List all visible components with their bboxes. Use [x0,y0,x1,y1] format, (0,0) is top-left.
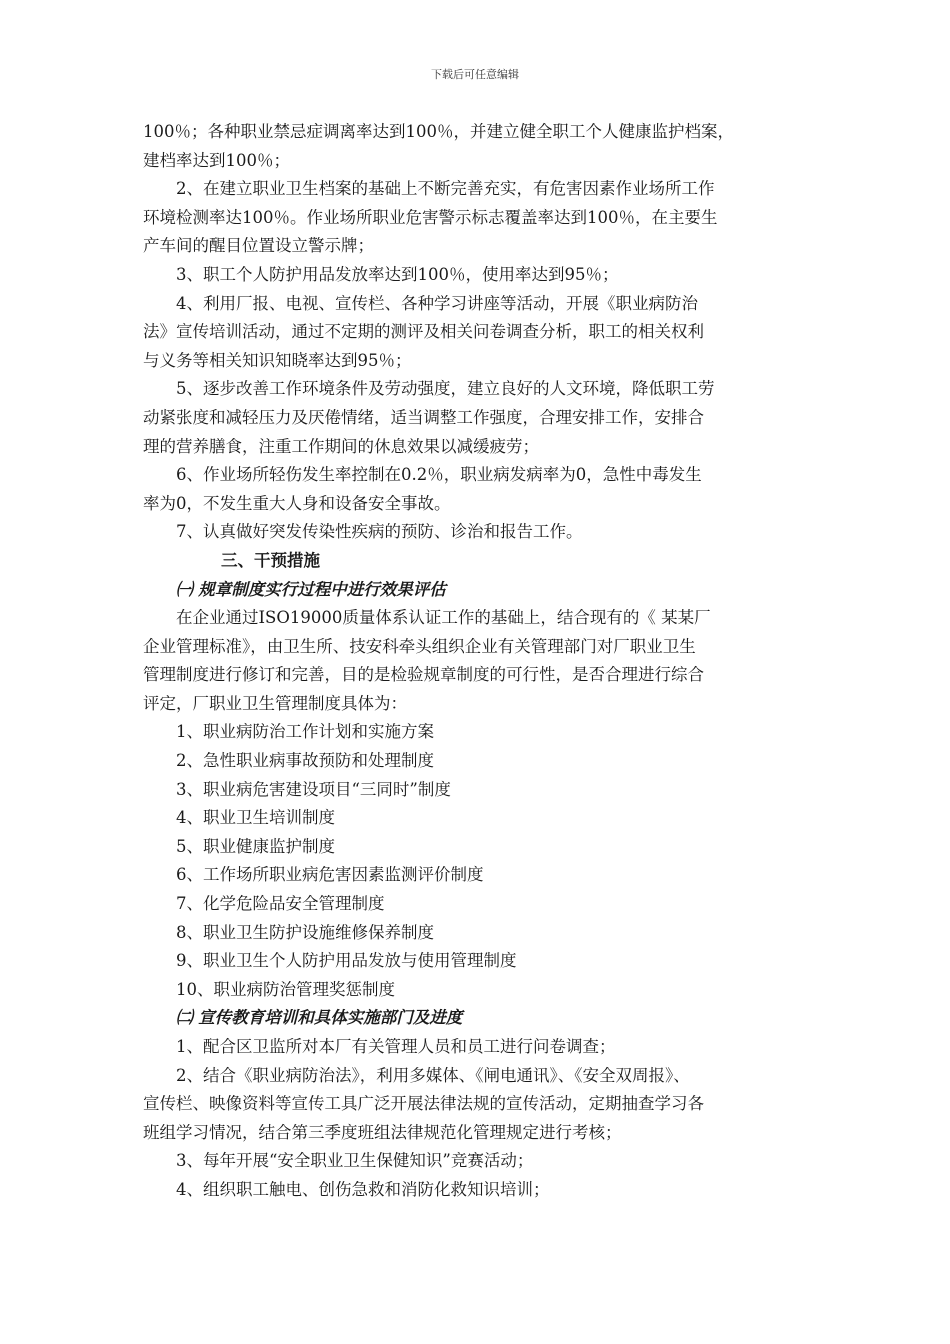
text-line: 建档率达到100％； [143,150,290,170]
text-line: 5、逐步改善工作环境条件及劳动强度，建立良好的人文环境，降低职工劳 [176,379,715,399]
text-line: 2、结合《职业病防治法》，利用多媒体、《闸电通讯》、《安全双周报》、 [176,1065,690,1085]
text-line: 1、配合区卫监所对本厂有关管理人员和员工进行问卷调查； [176,1037,616,1056]
text-line: 管理制度进行修订和完善，目的是检验规章制度的可行性，是否合理进行综合 [143,665,704,685]
subsection-heading: ㈠ 规章制度实行过程中进行效果评估 [176,579,446,599]
text-line: 班组学习情况，结合第三季度班组法律规范化管理规定进行考核； [143,1122,622,1142]
list-item: 3、职业病危害建设项目“三同时”制度 [176,779,451,799]
list-item: 2、急性职业病事故预防和处理制度 [176,751,434,771]
text-line: 4、利用厂报、电视、宣传栏、各种学习讲座等活动，开展《职业病防治 [176,293,698,313]
text-line: 率为0，不发生重大人身和设备安全事故。 [143,493,451,513]
list-item: 7、化学危险品安全管理制度 [176,894,385,914]
text-line: 与义务等相关知识知晓率达到95％； [143,350,412,370]
text-line: 100％；各种职业禁忌症调离率达到100％，并建立健全职工个人健康监护档案， [143,122,734,141]
text-line: 评定，厂职业卫生管理制度具体为： [143,693,407,713]
text-line: 3、职工个人防护用品发放率达到100％，使用率达到95％； [176,264,619,284]
text-line: 3、每年开展“安全职业卫生保健知识”竞赛活动； [176,1151,534,1171]
list-item: 1、职业病防治工作计划和实施方案 [176,722,434,742]
text-line: 在企业通过ISO19000质量体系认证工作的基础上，结合现有的《 某某厂 [176,608,711,628]
document-body [143,118,815,1205]
text-line: 理的营养膳食，注重工作期间的休息效果以减缓疲劳； [143,436,539,456]
text-line: 企业管理标准》，由卫生所、技安科牵头组织企业有关管理部门对厂职业卫生 [143,636,696,656]
list-item: 8、职业卫生防护设施维修保养制度 [176,922,434,942]
list-item: 9、职业卫生个人防护用品发放与使用管理制度 [176,951,517,971]
list-item: 5、职业健康监护制度 [176,836,335,856]
section-heading: 三、干预措施 [221,550,320,570]
page-header-note: 下载后可任意编辑 [431,68,519,81]
text-line: 7、认真做好突发传染性疾病的预防、诊治和报告工作。 [176,522,583,542]
text-line: 2、在建立职业卫生档案的基础上不断完善充实，有危害因素作业场所工作 [176,179,715,199]
text-line: 宣传栏、映像资料等宣传工具广泛开展法律法规的宣传活动，定期抽查学习各 [143,1094,704,1114]
text-line: 产车间的醒目位置设立警示牌； [143,236,374,256]
text-line: 动紧张度和减轻压力及厌倦情绪，适当调整工作强度，合理安排工作，安排合 [143,407,704,427]
list-item: 10、职业病防治管理奖惩制度 [176,979,395,999]
text-line: 环境检测率达100％。作业场所职业危害警示标志覆盖率达到100％，在主要生 [143,207,718,227]
list-item: 4、职业卫生培训制度 [176,808,335,828]
text-line: 6、作业场所轻伤发生率控制在0.2％，职业病发病率为0，急性中毒发生 [176,465,702,485]
text-line: 4、组织职工触电、创伤急救和消防化救知识培训； [176,1179,550,1199]
text-line: 法》宣传培训活动，通过不定期的测评及相关问卷调查分析，职工的相关权利 [143,322,704,342]
list-item: 6、工作场所职业病危害因素监测评价制度 [176,865,484,885]
subsection-heading: ㈡ 宣传教育培训和具体实施部门及进度 [176,1008,463,1028]
